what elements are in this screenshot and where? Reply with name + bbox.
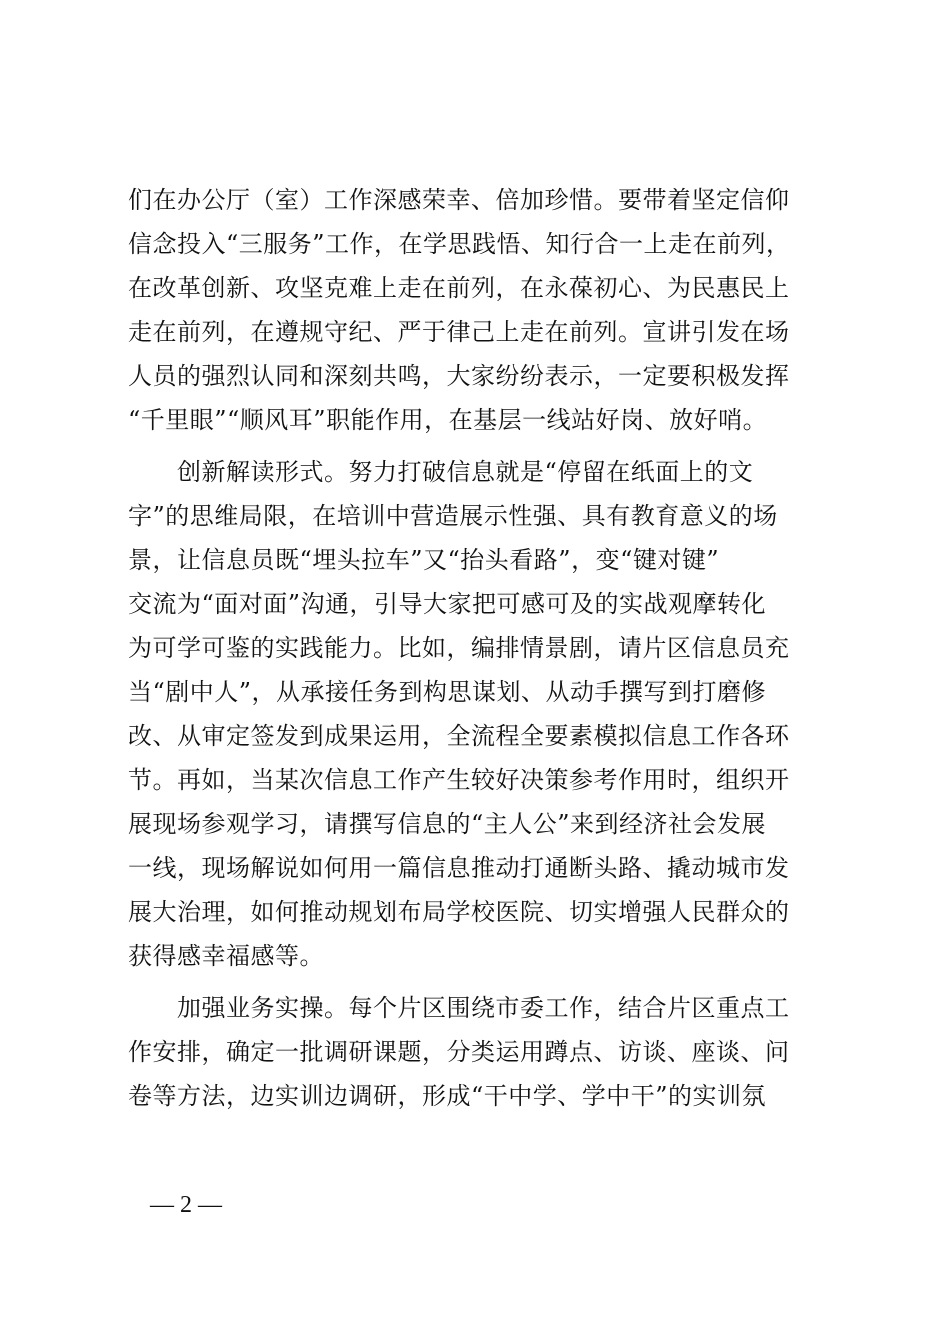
text-line: 们在办公厅（室）工作深感荣幸、倍加珍惜。要带着坚定信仰 [128, 186, 790, 214]
text-line: 展大治理，如何推动规划布局学校医院、切实增强人民群众的 [128, 898, 790, 926]
text-line: 获得感幸福感等。 [128, 942, 324, 970]
text-line: 为可学可鉴的实践能力。比如，编排情景剧，请片区信息员充 [128, 634, 790, 662]
paragraph-2 [128, 450, 820, 978]
document-body [128, 178, 820, 1118]
text-line: 卷等方法，边实训边调研，形成“干中学、学中干”的实训氛 [128, 1082, 767, 1110]
text-line: 景，让信息员既“埋头拉车”又“抬头看路”，变“键对键” [128, 546, 720, 574]
text-line: 在改革创新、攻坚克难上走在前列，在永葆初心、为民惠民上 [128, 274, 790, 302]
text-line: 改、从审定签发到成果运用，全流程全要素模拟信息工作各环 [128, 722, 790, 750]
text-line: 一线，现场解说如何用一篇信息推动打通断头路、撬动城市发 [128, 854, 790, 882]
text-line: 信念投入“三服务”工作，在学思践悟、知行合一上走在前列， [128, 230, 791, 258]
text-line: 人员的强烈认同和深刻共鸣，大家纷纷表示，一定要积极发挥 [128, 362, 790, 390]
text-line: 作安排，确定一批调研课题，分类运用蹲点、访谈、座谈、问 [128, 1038, 790, 1066]
paragraph-gap [128, 442, 820, 450]
page-number: — 2 — [150, 1192, 222, 1218]
text-line: “千里眼”“顺风耳”职能作用，在基层一线站好岗、放好哨。 [128, 406, 768, 434]
text-line: 节。再如，当某次信息工作产生较好决策参考作用时，组织开 [128, 766, 790, 794]
text-line: 当“剧中人”，从承接任务到构思谋划、从动手撰写到打磨修 [128, 678, 767, 706]
text-line: 展现场参观学习，请撰写信息的“主人公”来到经济社会发展 [128, 810, 767, 838]
paragraph-3 [128, 986, 820, 1118]
text-line: 交流为“面对面”沟通，引导大家把可感可及的实战观摩转化 [128, 590, 767, 618]
text-line: 加强业务实操。每个片区围绕市委工作，结合片区重点工 [128, 994, 790, 1022]
paragraph-1 [128, 178, 820, 442]
text-line: 走在前列，在遵规守纪、严于律己上走在前列。宣讲引发在场 [128, 318, 790, 346]
text-line: 创新解读形式。努力打破信息就是“停留在纸面上的文 [128, 458, 754, 486]
text-line: 字”的思维局限，在培训中营造展示性强、具有教育意义的场 [128, 502, 778, 530]
paragraph-gap [128, 978, 820, 986]
